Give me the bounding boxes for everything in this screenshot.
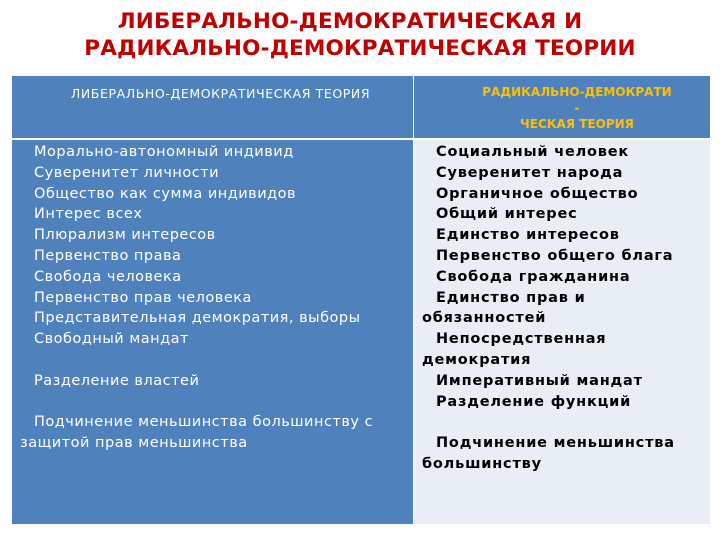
right-item: Единство прав и обязанностей	[422, 289, 586, 327]
right-item: Непосредственная демократия	[422, 331, 607, 368]
page-title-line1: ЛИБЕРАЛЬНО-ДЕМОКРАТИЧЕСКАЯ И	[117, 9, 583, 34]
left-column-body	[12, 138, 414, 524]
spacer	[20, 392, 407, 413]
left-item: Первенство права	[34, 247, 182, 264]
spacer	[20, 350, 407, 371]
left-item: Морально-автономный индивид	[34, 144, 294, 160]
right-item: Общий интерес	[436, 206, 578, 223]
right-item: Подчинение меньшинства большинству	[422, 435, 675, 472]
right-item: Единство интересов	[436, 227, 620, 244]
left-item: Суверенитет личности	[34, 164, 220, 181]
right-item: Суверенитет народа	[436, 164, 624, 181]
comparison-table	[12, 76, 710, 524]
left-item: Плюрализм интересов	[34, 227, 216, 244]
left-item: Подчинение меньшинства большинству с защитой прав меньшинства	[20, 414, 374, 452]
spacer	[437, 412, 704, 433]
page-title	[0, 8, 720, 62]
left-item: Интерес всех	[34, 206, 143, 223]
right-column-body	[414, 138, 710, 524]
left-column-header: ЛИБЕРАЛЬНО-ДЕМОКРАТИЧЕСКАЯ ТЕОРИЯ	[12, 76, 414, 138]
right-item: Социальный человек	[436, 144, 630, 160]
left-item: Представительная демократия, выборы	[34, 310, 361, 327]
right-column-header-line2: -	[574, 101, 580, 115]
right-column-header	[414, 76, 710, 138]
right-item: Императивный мандат	[436, 372, 643, 389]
left-item: Свобода человека	[34, 268, 182, 285]
right-item: Свобода гражданина	[436, 268, 631, 285]
right-item: Первенство общего блага	[436, 247, 674, 264]
page-title-line2: РАДИКАЛЬНО-ДЕМОКРАТИЧЕСКАЯ ТЕОРИИ	[84, 36, 636, 61]
left-item: Первенство прав человека	[34, 289, 252, 306]
right-item: Разделение функций	[436, 393, 632, 410]
left-item: Свободный мандат	[34, 331, 190, 348]
right-column-header-line3: ЧЕСКАЯ ТЕОРИЯ	[520, 117, 634, 131]
left-item: Разделение властей	[34, 372, 200, 389]
right-column-header-line1: РАДИКАЛЬНО-ДЕМОКРАТИ	[482, 85, 672, 99]
right-item: Органичное общество	[436, 185, 639, 202]
left-item: Общество как сумма индивидов	[34, 185, 297, 202]
